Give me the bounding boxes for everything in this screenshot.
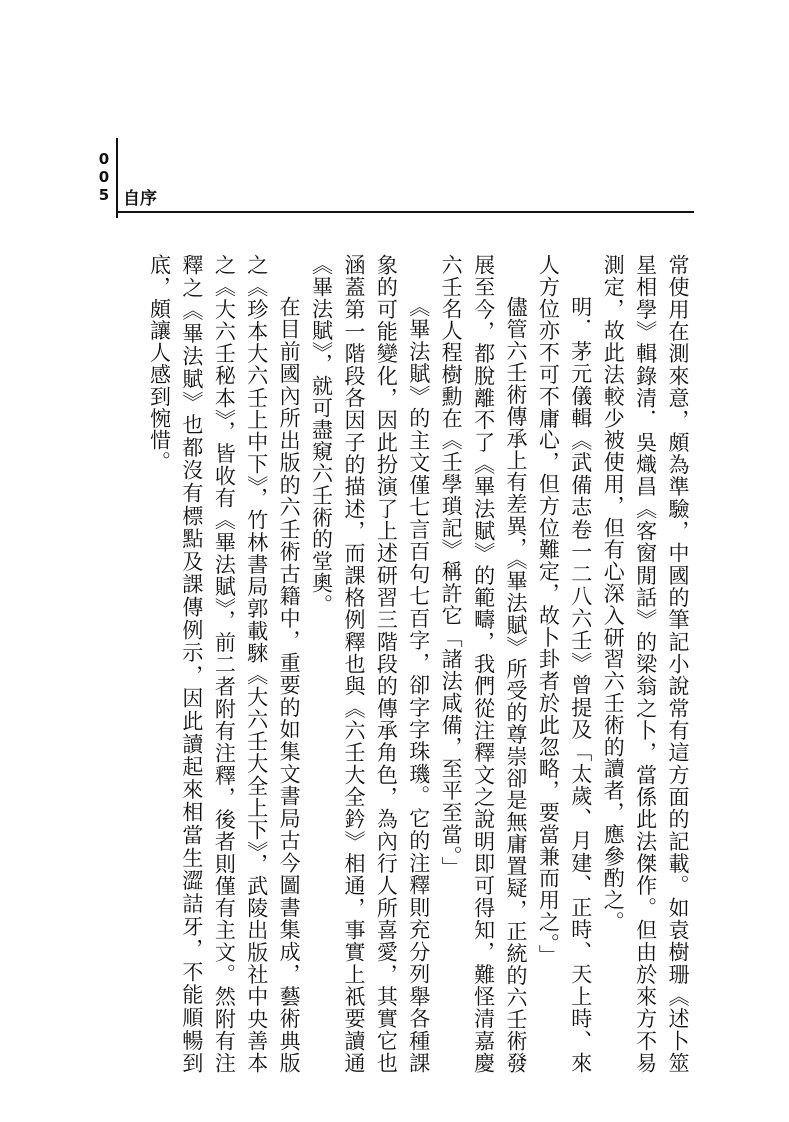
page-number: 005 [95,150,113,204]
body-text [112,254,694,1074]
paragraph: 在目前國內所出版的六壬術古籍中，重要的如集文書局古今圖書集成，藝術典版之《珍本大六壬上中下》，竹林書局郭載騋《大六壬大全上下》，武陵出版社中央善本之《大六壬秘本》，皆收有《畢法賦》，前二者附有注釋，後者則僅有主文。然附有注釋之《畢法賦》也都沒有標點及課傳例示，因此讀起來相當生澀詰牙，不能順暢到底，頗讓人感到惋惜。 [147,254,302,1074]
paragraph: 常使用在測來意，頗為準驗，中國的筆記小說常有這方面的記載。如袁樹珊《述卜筮星相學》輯錄清．吳熾昌《客窗閒話》的梁翁之卜，當係此法傑作。但由於來方不易測定，故此法較少被使用，但有心深入研習六壬術的讀者，應參酌之。 [601,254,690,1074]
paragraph: 儘管六壬術傳承上有差異，《畢法賦》所受的尊崇卻是無庸置疑，正統的六壬術發展至今，都脫離不了《畢法賦》的範疇，我們從注釋文之說明即可得知，難怪清嘉慶六壬名人程樹勳在《壬學瑣記》稱許它「諸法咸備，至平至當。」 [439,254,528,1074]
header-vertical-rule [116,138,118,218]
running-title: 自序 [123,189,157,209]
paragraph: 《畢法賦》的主文僅七言百句七百字，卻字字珠璣。它的注釋則充分列舉各種課象的可能變化，因此扮演了上述研習三階段的傳承角色，為內行人所喜愛，其實它也涵蓋第一階段各因子的描述，而課格例釋也與《六壬大全鈐》相通，事實上祇要讀通《畢法賦》，就可盡窺六壬術的堂奧。 [309,254,431,1074]
paragraph: 明．茅元儀輯《武備志卷一二八六壬》曾提及「太歲、月建、正時、天上時、來人方位亦不可不庸心，但方位難定，故卜卦者於此忽略，要當兼而用之。」 [536,254,593,1074]
header-horizontal-rule [116,211,694,213]
